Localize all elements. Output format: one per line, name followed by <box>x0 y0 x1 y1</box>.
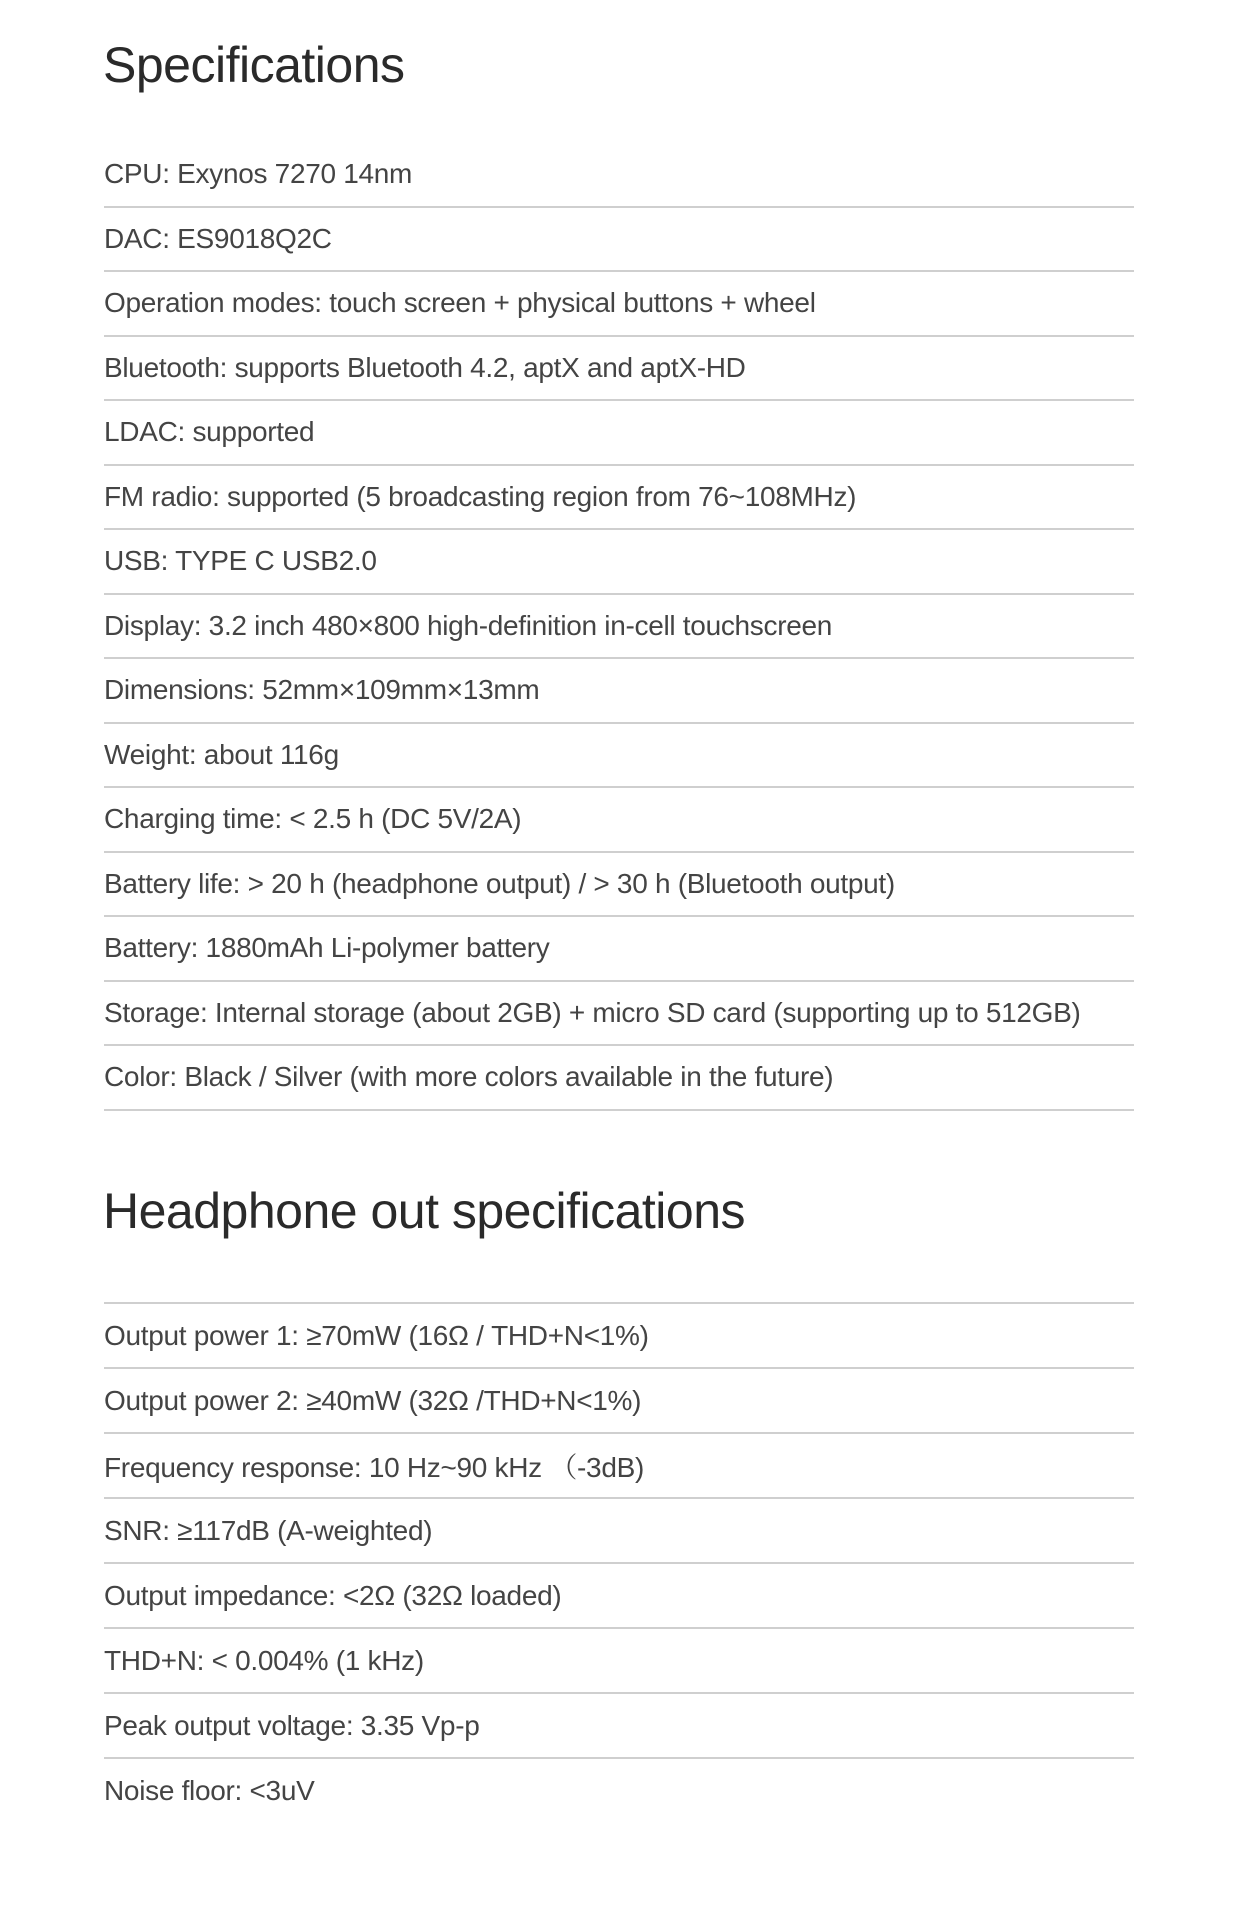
spec-row: CPU: Exynos 7270 14nm <box>104 143 1134 208</box>
specifications-heading: Specifications <box>103 37 405 93</box>
spec-row: Battery life: > 20 h (headphone output) / > 30 h (Bluetooth output) <box>104 853 1134 918</box>
spec-row: Noise floor: <3uV <box>104 1774 315 1806</box>
headphone-out-list <box>104 1302 1134 1822</box>
spec-row: Storage: Internal storage (about 2GB) + micro SD card (supporting up to 512GB) <box>104 982 1134 1047</box>
spec-row: USB: TYPE C USB2.0 <box>104 530 1134 595</box>
spec-row: DAC: ES9018Q2C <box>104 208 1134 273</box>
spec-row: LDAC: supported <box>104 401 1134 466</box>
spec-row: Battery: 1880mAh Li-polymer battery <box>104 917 1134 982</box>
spec-row: Peak output voltage: 3.35 Vp-p <box>104 1694 1134 1759</box>
spec-row: Color: Black / Silver (with more colors available in the future) <box>104 1046 1134 1111</box>
spec-row: Display: 3.2 inch 480×800 high-definition in-cell touchscreen <box>104 595 1134 660</box>
spec-row: FM radio: supported (5 broadcasting region from 76~108MHz) <box>104 466 1134 531</box>
spec-row: Dimensions: 52mm×109mm×13mm <box>104 659 1134 724</box>
spec-row: SNR: ≥117dB (A-weighted) <box>104 1499 1134 1564</box>
spec-row: THD+N: < 0.004% (1 kHz) <box>104 1629 1134 1694</box>
spec-row: Bluetooth: supports Bluetooth 4.2, aptX and aptX-HD <box>104 337 1134 402</box>
spec-row: Weight: about 116g <box>104 724 1134 789</box>
spec-row: Output power 1: ≥70mW (16Ω / THD+N<1%) <box>104 1304 1134 1369</box>
spec-row: Frequency response: 10 Hz~90 kHz （-3dB) <box>104 1434 1134 1499</box>
spec-row: Output power 2: ≥40mW (32Ω /THD+N<1%) <box>104 1369 1134 1434</box>
spec-row: Charging time: < 2.5 h (DC 5V/2A) <box>104 788 1134 853</box>
headphone-out-heading: Headphone out specifications <box>103 1183 746 1239</box>
specifications-list <box>104 143 1134 1111</box>
spec-row: Output impedance: <2Ω (32Ω loaded) <box>104 1564 1134 1629</box>
spec-row: Operation modes: touch screen + physical buttons + wheel <box>104 272 1134 337</box>
